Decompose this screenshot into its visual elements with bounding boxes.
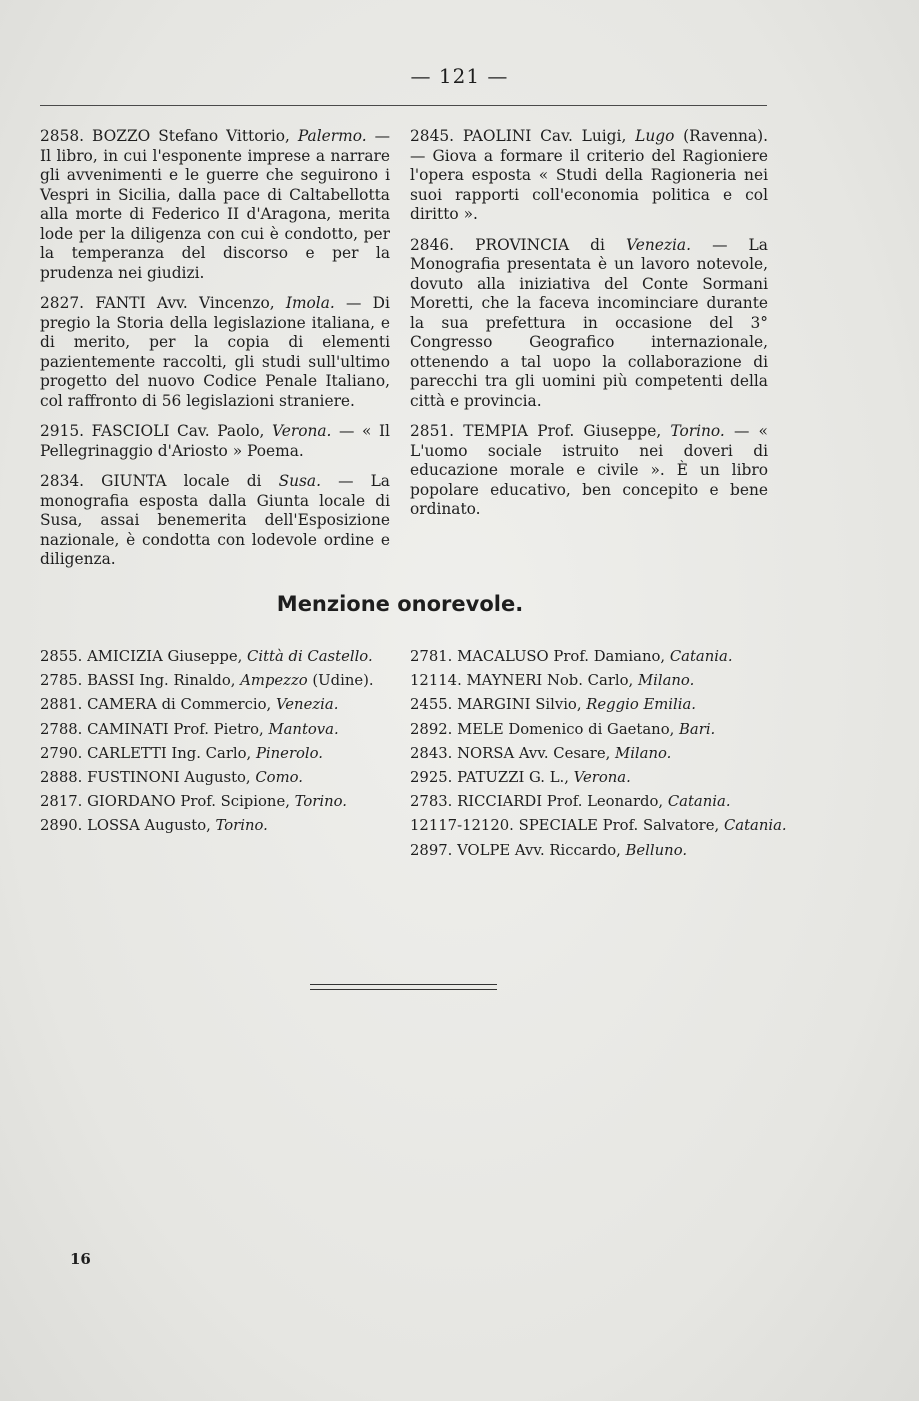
entry-text: — Di pregio la Storia della legislazione italiana, e di merito, per la copia di elementi pazientemente raccolti, gli studi sull'ultimo progetto del nuovo Codice Penale Italiano, col raffronto di 56 legislazioni straniere. xyxy=(40,294,390,410)
entry-name: PAOLINI Cav. Luigi, xyxy=(462,127,627,145)
award-entry xyxy=(410,422,768,520)
list-item: 2790. CARLETTI Ing. Carlo, Pinerolo. xyxy=(40,744,324,762)
right-column xyxy=(410,127,768,531)
entry-place: Susa. xyxy=(278,472,321,490)
list-item: 2783. RICCIARDI Prof. Leonardo, Catania. xyxy=(410,793,731,811)
entry-name: BOZZO Stefano Vittorio, xyxy=(92,127,290,145)
honorable-list-left xyxy=(40,645,400,839)
award-entry xyxy=(40,294,390,411)
entry-place: Verona. xyxy=(272,422,332,440)
entry-name: FASCIOLI Cav. Paolo, xyxy=(91,422,265,440)
entry-name: GIUNTA locale di xyxy=(101,472,262,490)
entry-text: — La Monografia presentata è un lavoro notevole, dovuto alla iniziativa del Conte Sormani Moretti, che la faceva incominciare durante la sua prefettura in occasione del 3° Congresso Geografico internazionale, ottenendo a tal uopo la collaborazione di parecchi tra gli uomini più competenti della città e provincia. xyxy=(410,235,768,410)
entry-name: FANTI Avv. Vincenzo, xyxy=(95,294,275,312)
entry-text: — Il libro, in cui l'esponente imprese a narrare gli avvenimenti e le guerre che seguirono i Vespri in Sicilia, dalla pace di Caltabellotta alla morte di Federico II d'Aragona, merita lode per la diligenza con cui è condotto, per la temperanza del discorso e per la prudenza nei giudizi. xyxy=(40,127,390,282)
entry-number: 2915. xyxy=(40,422,85,440)
header-rule xyxy=(40,105,767,106)
list-item: 2843. NORSA Avv. Cesare, Milano. xyxy=(410,744,672,762)
entry-place: Imola. xyxy=(285,294,335,312)
entry-text: — La monografia esposta dalla Giunta locale di Susa, assai benemerita dell'Esposizione nazionale, è condotta con lodevole ordine e diligenza. xyxy=(40,472,390,568)
list-item: 2892. MELE Domenico di Gaetano, Bari. xyxy=(410,720,716,738)
entry-number: 2827. xyxy=(40,294,85,312)
list-item: 2925. PATUZZI G. L., Verona. xyxy=(410,769,631,787)
end-double-rule xyxy=(310,984,497,990)
award-entry xyxy=(40,422,390,461)
signature-mark: 16 xyxy=(70,1250,91,1268)
left-column xyxy=(40,127,390,581)
entry-number: 2834. xyxy=(40,472,85,490)
list-item: 2817. GIORDANO Prof. Scipione, Torino. xyxy=(40,793,347,811)
list-item: 2788. CAMINATI Prof. Pietro, Mantova. xyxy=(40,720,339,738)
list-item: 2855. AMICIZIA Giuseppe, Città di Castello. xyxy=(40,648,373,665)
entry-text: (Ravenna). — Giova a formare il criterio del Ragioniere l'opera esposta « Studi della Ragioneria nei suoi rapporti coll'economia politica e col diritto ». xyxy=(410,127,768,223)
page-number: — 121 — xyxy=(410,64,509,88)
entry-place: Palermo. xyxy=(297,127,367,145)
award-entry xyxy=(40,472,390,570)
entry-name: PROVINCIA di xyxy=(475,235,605,254)
list-item: 2888. FUSTINONI Augusto, Como. xyxy=(40,769,303,787)
entry-text: — « Il Pellegrinaggio d'Ariosto » Poema. xyxy=(40,422,390,460)
list-item: 2881. CAMERA di Commercio, Venezia. xyxy=(40,696,339,714)
entry-place: Lugo xyxy=(635,127,675,145)
entry-text: — « L'uomo sociale istruito nei doveri di educazione morale e civile ». È un libro popolare educativo, ben concepito e bene ordinato. xyxy=(410,422,768,518)
section-title: Menzione onorevole. xyxy=(276,592,524,616)
entry-place: Torino. xyxy=(670,422,725,440)
list-item: 2781. MACALUSO Prof. Damiano, Catania. xyxy=(410,648,733,665)
list-item: 2455. MARGINI Silvio, Reggio Emilia. xyxy=(410,696,697,714)
entry-number: 2846. xyxy=(410,235,455,254)
list-item: 12114. MAYNERI Nob. Carlo, Milano. xyxy=(410,672,695,690)
entry-name: TEMPIA Prof. Giuseppe, xyxy=(463,422,662,440)
entry-number: 2845. xyxy=(410,127,455,145)
award-entry xyxy=(410,127,768,225)
list-item: 2785. BASSI Ing. Rinaldo, Ampezzo (Udine). xyxy=(40,672,374,690)
list-item: 2890. LOSSA Augusto, Torino. xyxy=(40,817,268,835)
honorable-list-right xyxy=(410,645,790,863)
award-entry xyxy=(40,127,390,283)
list-item: 12117-12120. SPECIALE Prof. Salvatore, Catania. xyxy=(410,817,787,835)
entry-number: 2858. xyxy=(40,127,85,145)
list-item: 2897. VOLPE Avv. Riccardo, Belluno. xyxy=(410,841,688,859)
entry-number: 2851. xyxy=(410,422,455,440)
award-entry xyxy=(410,236,768,412)
entry-place: Venezia. xyxy=(626,235,691,254)
